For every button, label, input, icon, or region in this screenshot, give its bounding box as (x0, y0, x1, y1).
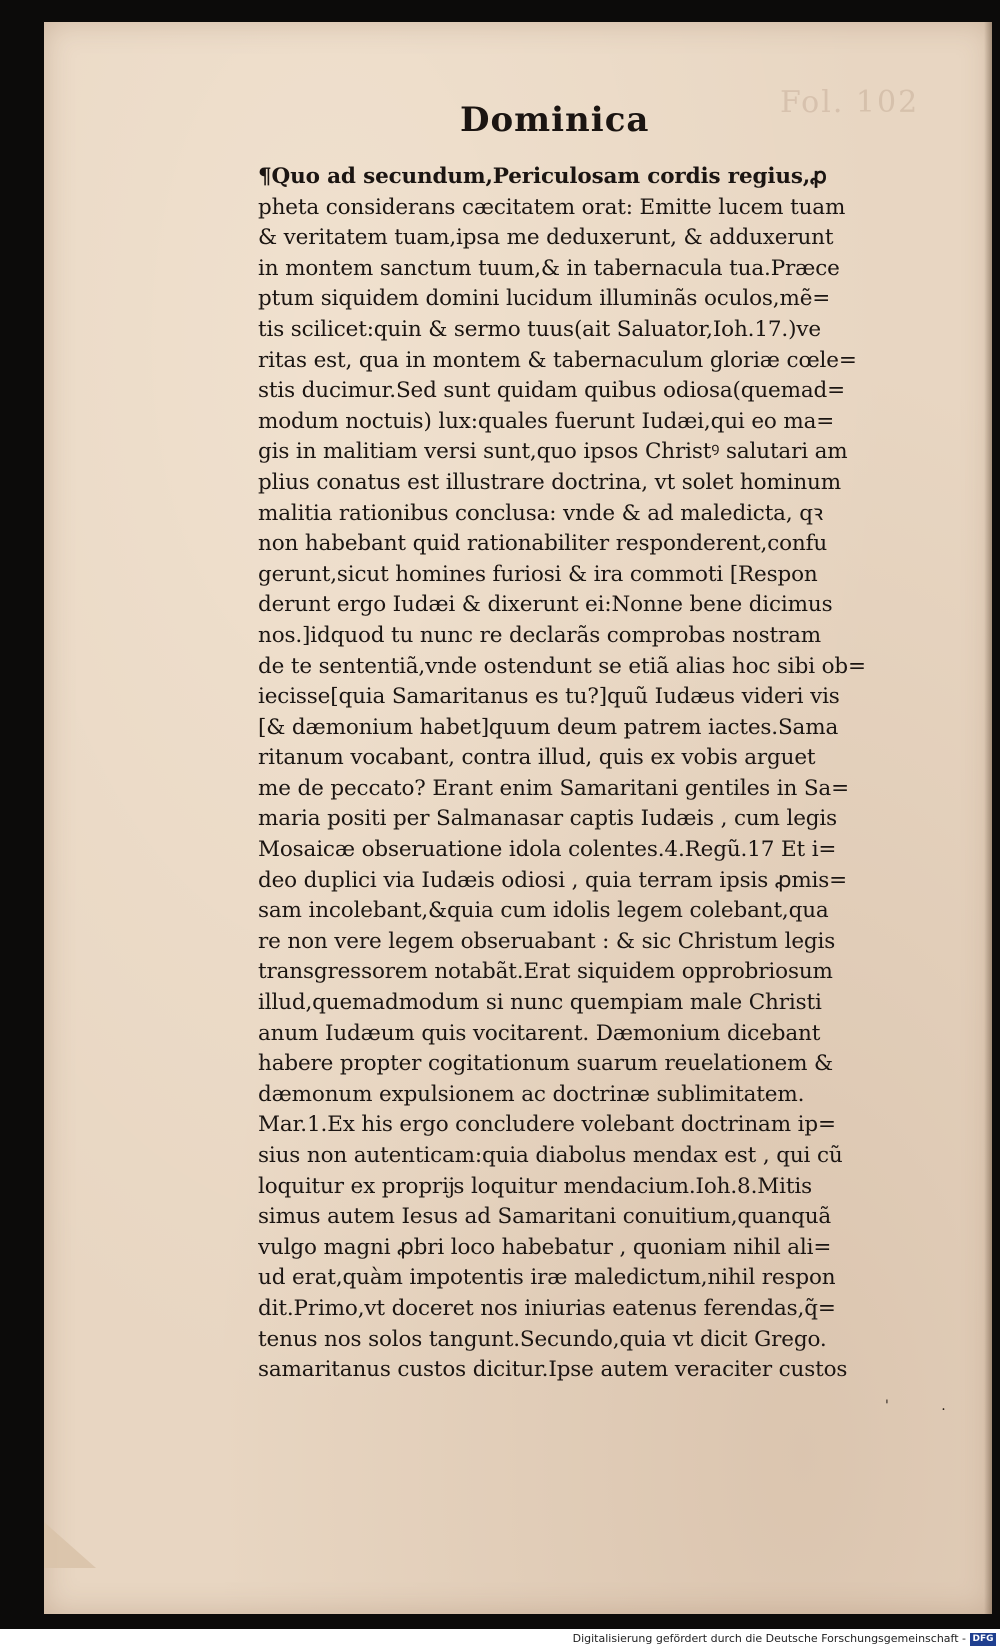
stray-marks: ' . (885, 1398, 970, 1414)
text-line: malitia rationibus conclusa: vnde & ad maledicta, qꝛ (258, 500, 823, 526)
text-line: simus autem Iesus ad Samaritani conuitium,quanquã (258, 1204, 832, 1230)
page-edge-shadow (984, 22, 992, 1614)
text-line: tis scilicet:quin & sermo tuus(ait Saluator,Ioh.17.)ve (258, 316, 821, 342)
text-line: samaritanus custos dicitur.Ipse autem veraciter custos (258, 1357, 848, 1383)
text-line: sam incolebant,&quia cum idolis legem colebant,qua (258, 898, 829, 924)
text-line: & veritatem tuam,ipsa me deduxerunt, & adduxerunt (258, 225, 834, 251)
text-line: iecisse[quia Samaritanus es tu?]quũ Iudæus videri vis (258, 684, 840, 710)
faint-folio-number: Fol. 102 (780, 85, 920, 120)
text-line: stis ducimur.Sed sunt quidam quibus odiosa(quemad= (258, 378, 846, 404)
text-line: ud erat,quàm impotentis iræ maledictum,nihil respon (258, 1265, 836, 1291)
text-line: [& dæmonium habet]quum deum patrem iactes.Sama (258, 714, 839, 740)
text-line: ritas est, qua in montem & tabernaculum gloriæ cœle= (258, 347, 857, 373)
dfg-logo-icon: DFG (970, 1633, 996, 1646)
footer-credit: Digitalisierung gefördert durch die Deutsche Forschungsgemeinschaft - (572, 1632, 966, 1645)
text-line: pheta considerans cæcitatem orat: Emitte lucem tuam (258, 194, 846, 220)
text-line: anum Iudæum quis vocitarent. Dæmonium dicebant (258, 1020, 821, 1046)
text-line: dæmonum expulsionem ac doctrinæ sublimitatem. (258, 1081, 805, 1107)
running-head: Dominica (460, 100, 650, 140)
text-line: derunt ergo Iudæi & dixerunt ei:Nonne bene dicimus (258, 592, 833, 618)
text-line: illud,quemadmodum si nunc quempiam male Christi (258, 990, 822, 1016)
text-line: Mosaicæ obseruatione idola colentes.4.Regũ.17 Et i= (258, 837, 837, 863)
text-line: tenus nos solos tangunt.Secundo,quia vt dicit Grego. (258, 1326, 827, 1352)
body-text (258, 162, 948, 1386)
text-line: maria positi per Salmanasar captis Iudæis , cum legis (258, 806, 837, 832)
text-line: modum noctuis) lux:quales fuerunt Iudæi,qui eo ma= (258, 408, 835, 434)
text-line: loquitur ex proprĳs loquitur mendacium.Ioh.8.Mitis (258, 1173, 812, 1199)
footer-bar (0, 1629, 1000, 1651)
text-line: ¶Quo ad secundum,Periculosam cordis regius,ꝓ (258, 164, 827, 189)
text-line: gerunt,sicut homines furiosi & ira commoti [Respon (258, 561, 818, 587)
text-line: ptum siquidem domini lucidum illuminãs oculos,mẽ= (258, 286, 831, 312)
text-line: ritanum vocabant, contra illud, quis ex vobis arguet (258, 745, 816, 771)
text-line: Mar.1.Ex his ergo concludere volebant doctrinam ip= (258, 1112, 836, 1138)
text-line: nos.]idquod tu nunc re declarãs comprobas nostram (258, 622, 821, 648)
text-line: dit.Primo,vt doceret nos iniurias eatenus ferendas,q̃= (258, 1295, 836, 1321)
text-line: in montem sanctum tuum,& in tabernacula tua.Præce (258, 255, 840, 281)
text-line: re non vere legem obseruabant : & sic Christum legis (258, 928, 836, 954)
text-line: gis in malitiam versi sunt,quo ipsos Christꝰ salutari am (258, 439, 848, 465)
text-line: non habebant quid rationabiliter responderent,confu (258, 531, 828, 557)
text-line: habere propter cogitationum suarum reuelationem & (258, 1051, 834, 1077)
text-line: me de peccato? Erant enim Samaritani gentiles in Sa= (258, 775, 849, 801)
text-line: plius conatus est illustrare doctrina, vt solet hominum (258, 469, 841, 495)
text-line: vulgo magni ꝓbri loco habebatur , quoniam nihil ali= (258, 1234, 832, 1260)
text-line: transgressorem notabãt.Erat siquidem opprobriosum (258, 959, 833, 985)
text-line: de te sententiã,vnde ostendunt se etiã alias hoc sibi ob= (258, 653, 866, 679)
text-line: sius non autenticam:quia diabolus mendax est , qui cũ (258, 1143, 843, 1168)
text-line: deo duplici via Iudæis odiosi , quia terram ipsis ꝓmis= (258, 867, 848, 893)
page-corner-fold (44, 1522, 96, 1568)
